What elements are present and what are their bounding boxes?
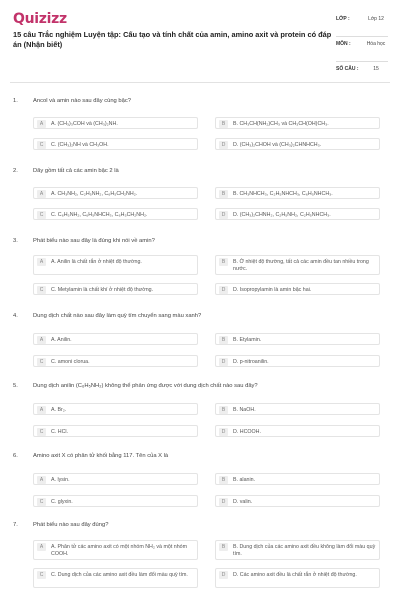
option-letter: D [219,498,228,506]
option-letter: D [219,141,228,149]
option-a[interactable] [33,540,198,560]
option-letter: A [37,406,46,414]
option-a[interactable] [33,117,198,129]
question-text: Dãy gồm tất cả các amin bậc 2 là [33,168,119,174]
option-b[interactable] [215,540,380,560]
option-text: A. Anilin là chất rắn ở nhiệt độ thường. [51,259,142,265]
question-text: Dung dịch chất nào sau đây làm quỳ tím chuyển sang màu xanh? [33,313,202,319]
option-b[interactable] [215,187,380,199]
option-letter: B [219,476,228,484]
question-1 [10,98,390,158]
subject-label: MÔN : [336,41,351,47]
option-letter: A [37,258,46,266]
option-c[interactable] [33,425,198,437]
option-letter: D [219,358,228,366]
question-number: 7. [13,522,18,528]
option-b[interactable] [215,117,380,129]
option-text: B. CH₃CH(NH₂)CH₃ và CH₃CH(OH)CH₃. [233,121,329,127]
question-5 [10,383,390,443]
option-letter: C [37,358,46,366]
option-text: A. lysin. [51,477,70,483]
option-letter: A [37,476,46,484]
option-text: D. (CH₃)₂CHOH và (CH₃)₂CHNHCH₃. [233,142,322,148]
option-a[interactable] [33,255,198,275]
option-text: B. Dung dịch của các amino axit đều không làm đổi màu quỳ tím. [233,544,376,557]
question-number: 3. [13,238,18,244]
question-7 [10,522,390,596]
option-d[interactable] [215,568,380,588]
question-number: 5. [13,383,18,389]
option-c[interactable] [33,138,198,150]
option-a[interactable] [33,187,198,199]
option-letter: D [219,211,228,219]
option-b[interactable] [215,403,380,415]
option-b[interactable] [215,255,380,275]
quizizz-logo: Quizizz [13,11,67,27]
option-text: C. (CH₃)₂NH và CH₃OH. [51,142,109,148]
question-text: Ancol và amin nào sau đây cùng bậc? [33,98,131,104]
option-d[interactable] [215,355,380,367]
option-letter: A [37,336,46,344]
question-text: Amino axit X có phân tử khối bằng 117. Tên của X là [33,453,169,459]
question-4 [10,313,390,373]
option-letter: C [37,141,46,149]
option-c[interactable] [33,208,198,220]
option-letter: B [219,543,228,551]
count-value: 15 [373,66,379,72]
meta-count [336,66,394,76]
option-text: A. Anilin. [51,337,72,343]
option-a[interactable] [33,333,198,345]
option-a[interactable] [33,403,198,415]
question-number: 4. [13,313,18,319]
option-letter: C [37,571,46,579]
option-letter: B [219,258,228,266]
header-divider [10,82,390,83]
option-letter: B [219,120,228,128]
meta-grade [336,16,394,36]
option-b[interactable] [215,333,380,345]
option-text: C. amoni clorua. [51,359,90,365]
count-label: SỐ CÂU : [336,66,359,72]
option-text: C. HCl. [51,429,69,435]
option-letter: A [37,543,46,551]
option-text: C. Metylamin là chất khí ở nhiệt độ thường. [51,287,154,293]
option-text: D. p-nitroanilin. [233,359,269,365]
option-text: A. Br₂. [51,407,67,413]
option-text: D. valin. [233,499,253,505]
option-a[interactable] [33,473,198,485]
question-number: 1. [13,98,18,104]
question-2 [10,168,390,228]
option-text: C. glyxin. [51,499,73,505]
option-letter: D [219,428,228,436]
option-c[interactable] [33,568,198,588]
page-title: 15 câu Trắc nghiệm Luyện tập: Cấu tạo và tính chất của amin, amino axit và protein có đáp án (Nhận biết) [13,30,332,49]
option-d[interactable] [215,138,380,150]
option-text: B. Ở nhiệt độ thường, tất cả các amin đều tan nhiều trong nước. [233,259,369,272]
option-text: C. C₆H₅NH₂, C₆H₅NHCH₃, C₆H₅CH₂NH₂. [51,212,148,218]
question-number: 6. [13,453,18,459]
question-text: Dung dịch anilin (C₆H₅NH₂) không thể phản ứng được với dung dịch chất nào sau đây? [33,383,258,389]
option-letter: B [219,336,228,344]
question-number: 2. [13,168,18,174]
option-text: D. Các amino axit đều là chất rắn ở nhiệt độ thường. [233,572,357,578]
question-6 [10,453,390,513]
option-text: D. Isopropylamin là amin bậc hai. [233,287,312,293]
option-text: A. Phân tử các amino axit có một nhóm NH₂ và một nhóm COOH. [51,544,188,557]
option-letter: C [37,211,46,219]
option-text: B. CH₃NHCH₃, C₂H₅NHCH₃, C₆H₅NHCH₃. [233,191,333,197]
option-d[interactable] [215,208,380,220]
meta-divider [336,36,388,37]
option-text: B. Etylamin. [233,337,262,343]
option-letter: A [37,190,46,198]
meta-subject [336,41,394,61]
option-text: A. CH₃NH₂, C₂H₅NH₂, C₆H₅CH₂NH₂. [51,191,138,197]
option-text: C. Dung dịch của các amino axit đều làm đổi màu quỳ tím. [51,572,188,578]
question-3 [10,238,390,303]
grade-label: LỚP : [336,16,350,22]
question-text: Phát biểu nào sau đây là đúng khi nói về amin? [33,238,155,244]
option-letter: B [219,190,228,198]
option-d[interactable] [215,425,380,437]
subject-value: Hóa học [366,41,386,47]
option-letter: C [37,498,46,506]
grade-value: Lớp 12 [368,16,384,22]
option-text: D. HCOOH. [233,429,261,435]
option-d[interactable] [215,495,380,507]
meta-divider [336,61,388,62]
option-text: B. alanin. [233,477,256,483]
option-text: B. NaOH. [233,407,256,413]
option-letter: A [37,120,46,128]
option-text: D. (CH₃)₂CHNH₂, C₂H₅NH₂, C₂H₅NHCH₃. [233,212,331,218]
option-letter: B [219,406,228,414]
option-letter: D [219,571,228,579]
option-letter: C [37,286,46,294]
option-c[interactable] [33,355,198,367]
option-letter: C [37,428,46,436]
option-c[interactable] [33,283,198,295]
option-d[interactable] [215,283,380,295]
option-c[interactable] [33,495,198,507]
option-text: A. (CH₃)₃COH và (CH₃)₂NH. [51,121,118,127]
option-b[interactable] [215,473,380,485]
option-letter: D [219,286,228,294]
question-text: Phát biểu nào sau đây đúng? [33,522,109,528]
